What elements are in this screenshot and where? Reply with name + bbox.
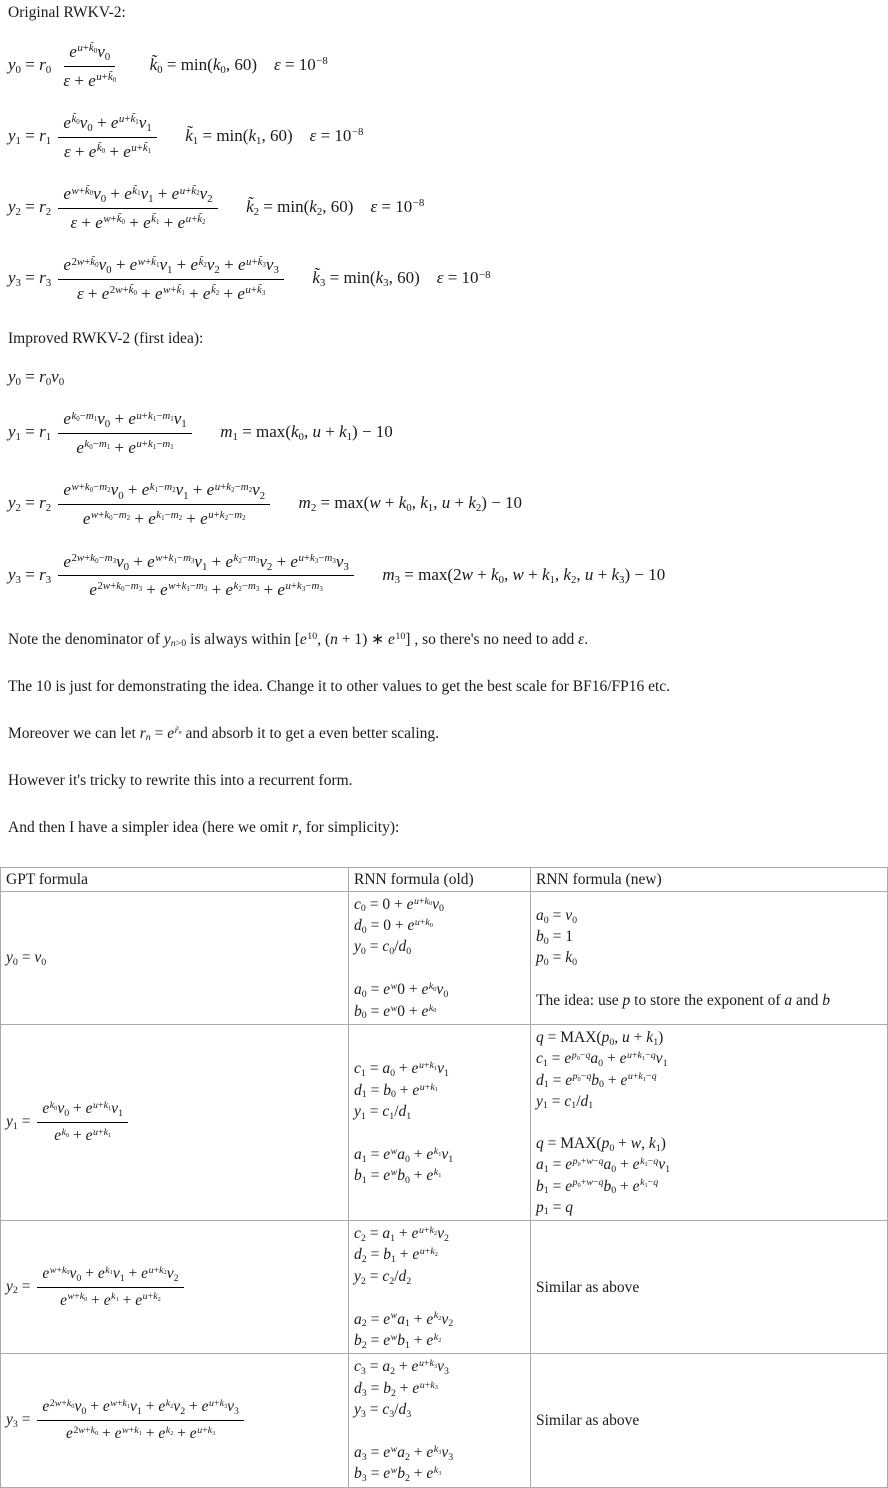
cell-rnn-new-2	[531, 1220, 888, 1353]
cell-rnn-old-0	[349, 891, 531, 1024]
table-header-row	[1, 867, 888, 891]
table-row-0	[1, 891, 888, 1024]
cell-line: $y_3$ = $\frac{e^{2w+k_0}v_0 + e^{w+k_1}v_1 + e^{k_2}v_2 + e^{u+k_3}v_3}{e^{2w+k_0} + e^{w+k_1} + e^{k_2} + e^{u+k_3}}$	[6, 1395, 343, 1446]
cell-line	[354, 1123, 525, 1144]
cell-line: $c_1 = e^{p_0-q}a_0 + e^{u+k_1-q}v_1$	[536, 1050, 668, 1070]
cell-line: $a_0 = e^w0 + e^{k_0}v_0$	[354, 981, 449, 1001]
table-row-1	[1, 1025, 888, 1221]
cell-line: $b_0 = 1$	[536, 928, 573, 947]
note-denominator: Note the denominator of $y_{n>0}$ is always within [$e^{10}$, (n + 1) ∗ $e^{10}$] , so there's no need to add ε.	[8, 630, 589, 650]
table-row-2	[1, 1220, 888, 1353]
cell-line	[536, 968, 882, 989]
cell-line: $a_1 = e^{p_0+w-q}a_0 + e^{k_1-q}v_1$	[536, 1156, 671, 1176]
col-header-rnn-formula-new: RNN formula (new)	[531, 867, 888, 891]
cell-line: $d_2 = b_1 + e^{u+k_2}$	[354, 1246, 438, 1266]
cell-rnn-new-1	[531, 1025, 888, 1221]
cell-line: $c_3 = a_2 + e^{u+k_3}v_3$	[354, 1358, 449, 1378]
cell-rnn-old-3	[349, 1354, 531, 1487]
formula-line: $y_3 = r_3$ $\frac{e^{2w+k̃_0}v_0 + e^{w+k̃_1}v_1 + e^{k̃_2}v_2 + e^{u+k̃_3}v_3}{\varepsilon + e^{2w+k̃_0} + e^{w+k̃_1} + e^{k̃_2} + e^{u+k̃_3}}$ $k̃_3 = \min(k_3$, 60) $\varepsilon = 10^{-8}$	[8, 255, 491, 303]
table-body	[1, 891, 888, 1487]
cell-line: $b_3 = e^wb_2 + e^{k_3}$	[354, 1465, 442, 1485]
cell-rnn-new-0	[531, 891, 888, 1024]
col-header-gpt-formula: GPT formula	[1, 867, 349, 891]
formula-line: $y_3 = r_3$ $\frac{e^{2w+k_0-m_3}v_0 + e^{w+k_1-m_3}v_1 + e^{k_2-m_3}v_2 + e^{u+k_3-m_3}v_3}{e^{2w+k_0-m_3} + e^{w+k_1-m_3} + e^{k_2-m_3} + e^{u+k_3-m_3}}$ $m_3 = \max(2w + k_0$, $w + k_1$, $k_2$, $u + k_3) - 10$	[8, 551, 666, 600]
cell-line: $y_2$ = $\frac{e^{w+k_0}v_0 + e^{k_1}v_1 + e^{u+k_2}v_2}{e^{w+k_0} + e^{k_1} + e^{u+k_2}}$	[6, 1262, 343, 1313]
cell-line: $y_1 = c_1/d_1$	[354, 1103, 412, 1122]
cell-line: $a_1 = e^wa_0 + e^{k_1}v_1$	[354, 1145, 454, 1165]
cell-line	[354, 958, 525, 979]
cell-gpt-formula-2	[1, 1220, 349, 1353]
note-tricky: However it's tricky to rewrite this into a recurrent form.	[8, 771, 353, 789]
fraction: $\frac{e^{k̃_0}v_0 + e^{u+k̃_1}v_1}{\varepsilon + e^{k̃_0} + e^{u+k̃_1}}$	[58, 112, 156, 162]
cell-line: $c_0 = 0 + e^{u+k_0}v_0$	[354, 895, 444, 915]
fraction: $\frac{e^{k_0}v_0 + e^{u+k_1}v_1}{e^{k_0} + e^{u+k_1}}$	[37, 1099, 128, 1146]
formula-line: $y_1 = r_1$ $\frac{e^{k_0-m_1}v_0 + e^{u+k_1-m_1}v_1}{e^{k_0-m_1} + e^{u+k_1-m_1}}$ $m_1 = \max(k_0$, $u + k_1) - 10$	[8, 409, 393, 457]
cell-rnn-new-3	[531, 1354, 888, 1487]
fraction: $\frac{e^{w+k̃_0}v_0 + e^{k̃_1}v_1 + e^{u+k̃_2}v_2}{\varepsilon + e^{w+k̃_0} + e^{k̃_1} + e^{u+k̃_2}}$	[58, 183, 217, 233]
cell-line	[354, 1287, 525, 1308]
cell-line: $b_2 = e^wb_1 + e^{k_2}$	[354, 1331, 442, 1351]
cell-line: $a_0 = v_0$	[536, 906, 578, 926]
formula-line: $y_2 = r_2$ $\frac{e^{w+k_0-m_2}v_0 + e^{k_1-m_2}v_1 + e^{u+k_2-m_2}v_2}{e^{w+k_0-m_2} + e^{k_1-m_2} + e^{u+k_2-m_2}}$ $m_2 = \max(w + k_0$, $k_1$, $u + k_2) - 10$	[8, 480, 523, 529]
cell-line: $y_0 = c_0/d_0$	[354, 938, 412, 958]
cell-gpt-formula-1	[1, 1025, 349, 1221]
cell-line: $d_1 = b_0 + e^{u+k_1}$	[354, 1081, 438, 1101]
fraction: $\frac{e^{2w+k_0}v_0 + e^{w+k_1}v_1 + e^{k_2}v_2 + e^{u+k_3}v_3}{e^{2w+k_0} + e^{w+k_1} + e^{k_2} + e^{u+k_3}}$	[37, 1397, 244, 1444]
table-row-3	[1, 1354, 888, 1487]
cell-line: $y_3 = c_3/d_3$	[354, 1401, 412, 1420]
formula-line: $y_0 = r_0v_0$	[8, 367, 65, 389]
cell-line: $y_1$ = $\frac{e^{k_0}v_0 + e^{u+k_1}v_1}{e^{k_0} + e^{u+k_1}}$	[6, 1097, 343, 1148]
fraction: $\frac{e^{k_0-m_1}v_0 + e^{u+k_1-m_1}v_1}{e^{k_0-m_1} + e^{u+k_1-m_1}}$	[58, 408, 191, 458]
cell-gpt-formula-3	[1, 1354, 349, 1487]
cell-gpt-formula-0	[1, 891, 349, 1024]
cell-line: $a_2 = e^wa_1 + e^{k_2}v_2$	[354, 1310, 454, 1330]
note-absorb: Moreover we can let $r_n = e^{r̃_n}$ and absorb it to get a even better scaling.	[8, 724, 440, 744]
note-scale: The 10 is just for demonstrating the idea. Change it to other values to get the best scale for BF16/FP16 etc.	[8, 677, 671, 695]
cell-line: Similar as above	[536, 1411, 640, 1429]
cell-line: Similar as above	[536, 1278, 640, 1296]
cell-line: $b_1 = e^wb_0 + e^{k_1}$	[354, 1167, 442, 1187]
cell-line: $d_0 = 0 + e^{u+k_0}$	[354, 916, 433, 936]
cell-line: $y_0 = v_0$	[6, 949, 47, 968]
cell-line: $b_1 = e^{p_0+w-q}b_0 + e^{k_1-q}$	[536, 1177, 659, 1197]
formula-line: $y_0 = r_0$ $\frac{e^{u+k̃_0}v_0}{\varepsilon + e^{u+k̃_0}}$ $k̃_0 = \min(k_0$, 60) $\varepsilon = 10^{-8}$	[8, 42, 328, 90]
cell-line: $d_3 = b_2 + e^{u+k_3}$	[354, 1379, 438, 1399]
cell-line: $b_0 = e^w0 + e^{k_0}$	[354, 1002, 437, 1022]
note-simpler: And then I have a simpler idea (here we omit r, for simplicity):	[8, 818, 400, 836]
fraction: $\frac{e^{2w+k_0-m_3}v_0 + e^{w+k_1-m_3}v_1 + e^{k_2-m_3}v_2 + e^{u+k_3-m_3}v_3}{e^{2w+k_0-m_3} + e^{w+k_1-m_3} + e^{k_2-m_3} + e^{u+k_3-m_3}}$	[58, 551, 353, 601]
fraction: $\frac{e^{w+k_0-m_2}v_0 + e^{k_1-m_2}v_1 + e^{u+k_2-m_2}v_2}{e^{w+k_0-m_2} + e^{k_1-m_2} + e^{u+k_2-m_2}}$	[58, 479, 270, 529]
heading-original: Original RWKV-2:	[8, 4, 126, 21]
fraction: $\frac{e^{u+k̃_0}v_0}{\varepsilon + e^{u+k̃_0}}$	[63, 42, 117, 90]
cell-line: $p_0 = k_0$	[536, 949, 578, 969]
fraction: $\frac{e^{2w+k̃_0}v_0 + e^{w+k̃_1}v_1 + e^{k̃_2}v_2 + e^{u+k̃_3}v_3}{\varepsilon + e^{2w+k̃_0} + e^{w+k̃_1} + e^{k̃_2} + e^{u+k̃_3}}$	[58, 254, 283, 304]
improved-formulas-section	[8, 367, 880, 600]
original-formulas-section	[8, 41, 880, 304]
formula-line: $y_1 = r_1$ $\frac{e^{k̃_0}v_0 + e^{u+k̃_1}v_1}{\varepsilon + e^{k̃_0} + e^{u+k̃_1}}$ $k̃_1 = \min(k_1$, 60) $\varepsilon = 10^{-8}$	[8, 113, 364, 161]
cell-line	[354, 1421, 525, 1442]
formula-line: $y_2 = r_2$ $\frac{e^{w+k̃_0}v_0 + e^{k̃_1}v_1 + e^{u+k̃_2}v_2}{\varepsilon + e^{w+k̃_0} + e^{k̃_1} + e^{u+k̃_2}}$ $k̃_2 = \min(k_2$, 60) $\varepsilon = 10^{-8}$	[8, 184, 425, 232]
cell-rnn-old-2	[349, 1220, 531, 1353]
cell-line: $q = MAX(p_0$, $u + k_1$)	[536, 1029, 664, 1048]
cell-line	[536, 1112, 882, 1133]
cell-line: $c_2 = a_1 + e^{u+k_2}v_2$	[354, 1224, 449, 1244]
cell-line: $p_1 = q$	[536, 1198, 573, 1218]
cell-rnn-old-1	[349, 1025, 531, 1221]
cell-line: $d_1 = e^{p_0-q}b_0 + e^{u+k_1-q}$	[536, 1071, 657, 1091]
formula-table	[0, 867, 888, 1488]
col-header-rnn-formula-old: RNN formula (old)	[349, 867, 531, 891]
cell-line: $q = MAX(p_0 + w$, $k_1$)	[536, 1135, 666, 1154]
cell-line: $a_3 = e^wa_2 + e^{k_3}v_3$	[354, 1443, 454, 1463]
cell-line: $c_1 = a_0 + e^{u+k_1}v_1$	[354, 1060, 449, 1080]
cell-line: The idea: use p to store the exponent of a and b	[536, 991, 831, 1009]
cell-line: $y_2 = c_2/d_2$	[354, 1267, 412, 1287]
fraction: $\frac{e^{w+k_0}v_0 + e^{k_1}v_1 + e^{u+k_2}v_2}{e^{w+k_0} + e^{k_1} + e^{u+k_2}}$	[37, 1264, 183, 1311]
cell-line: $y_1 = c_1/d_1$	[536, 1092, 594, 1112]
heading-improved: Improved RWKV-2 (first idea):	[8, 330, 204, 348]
